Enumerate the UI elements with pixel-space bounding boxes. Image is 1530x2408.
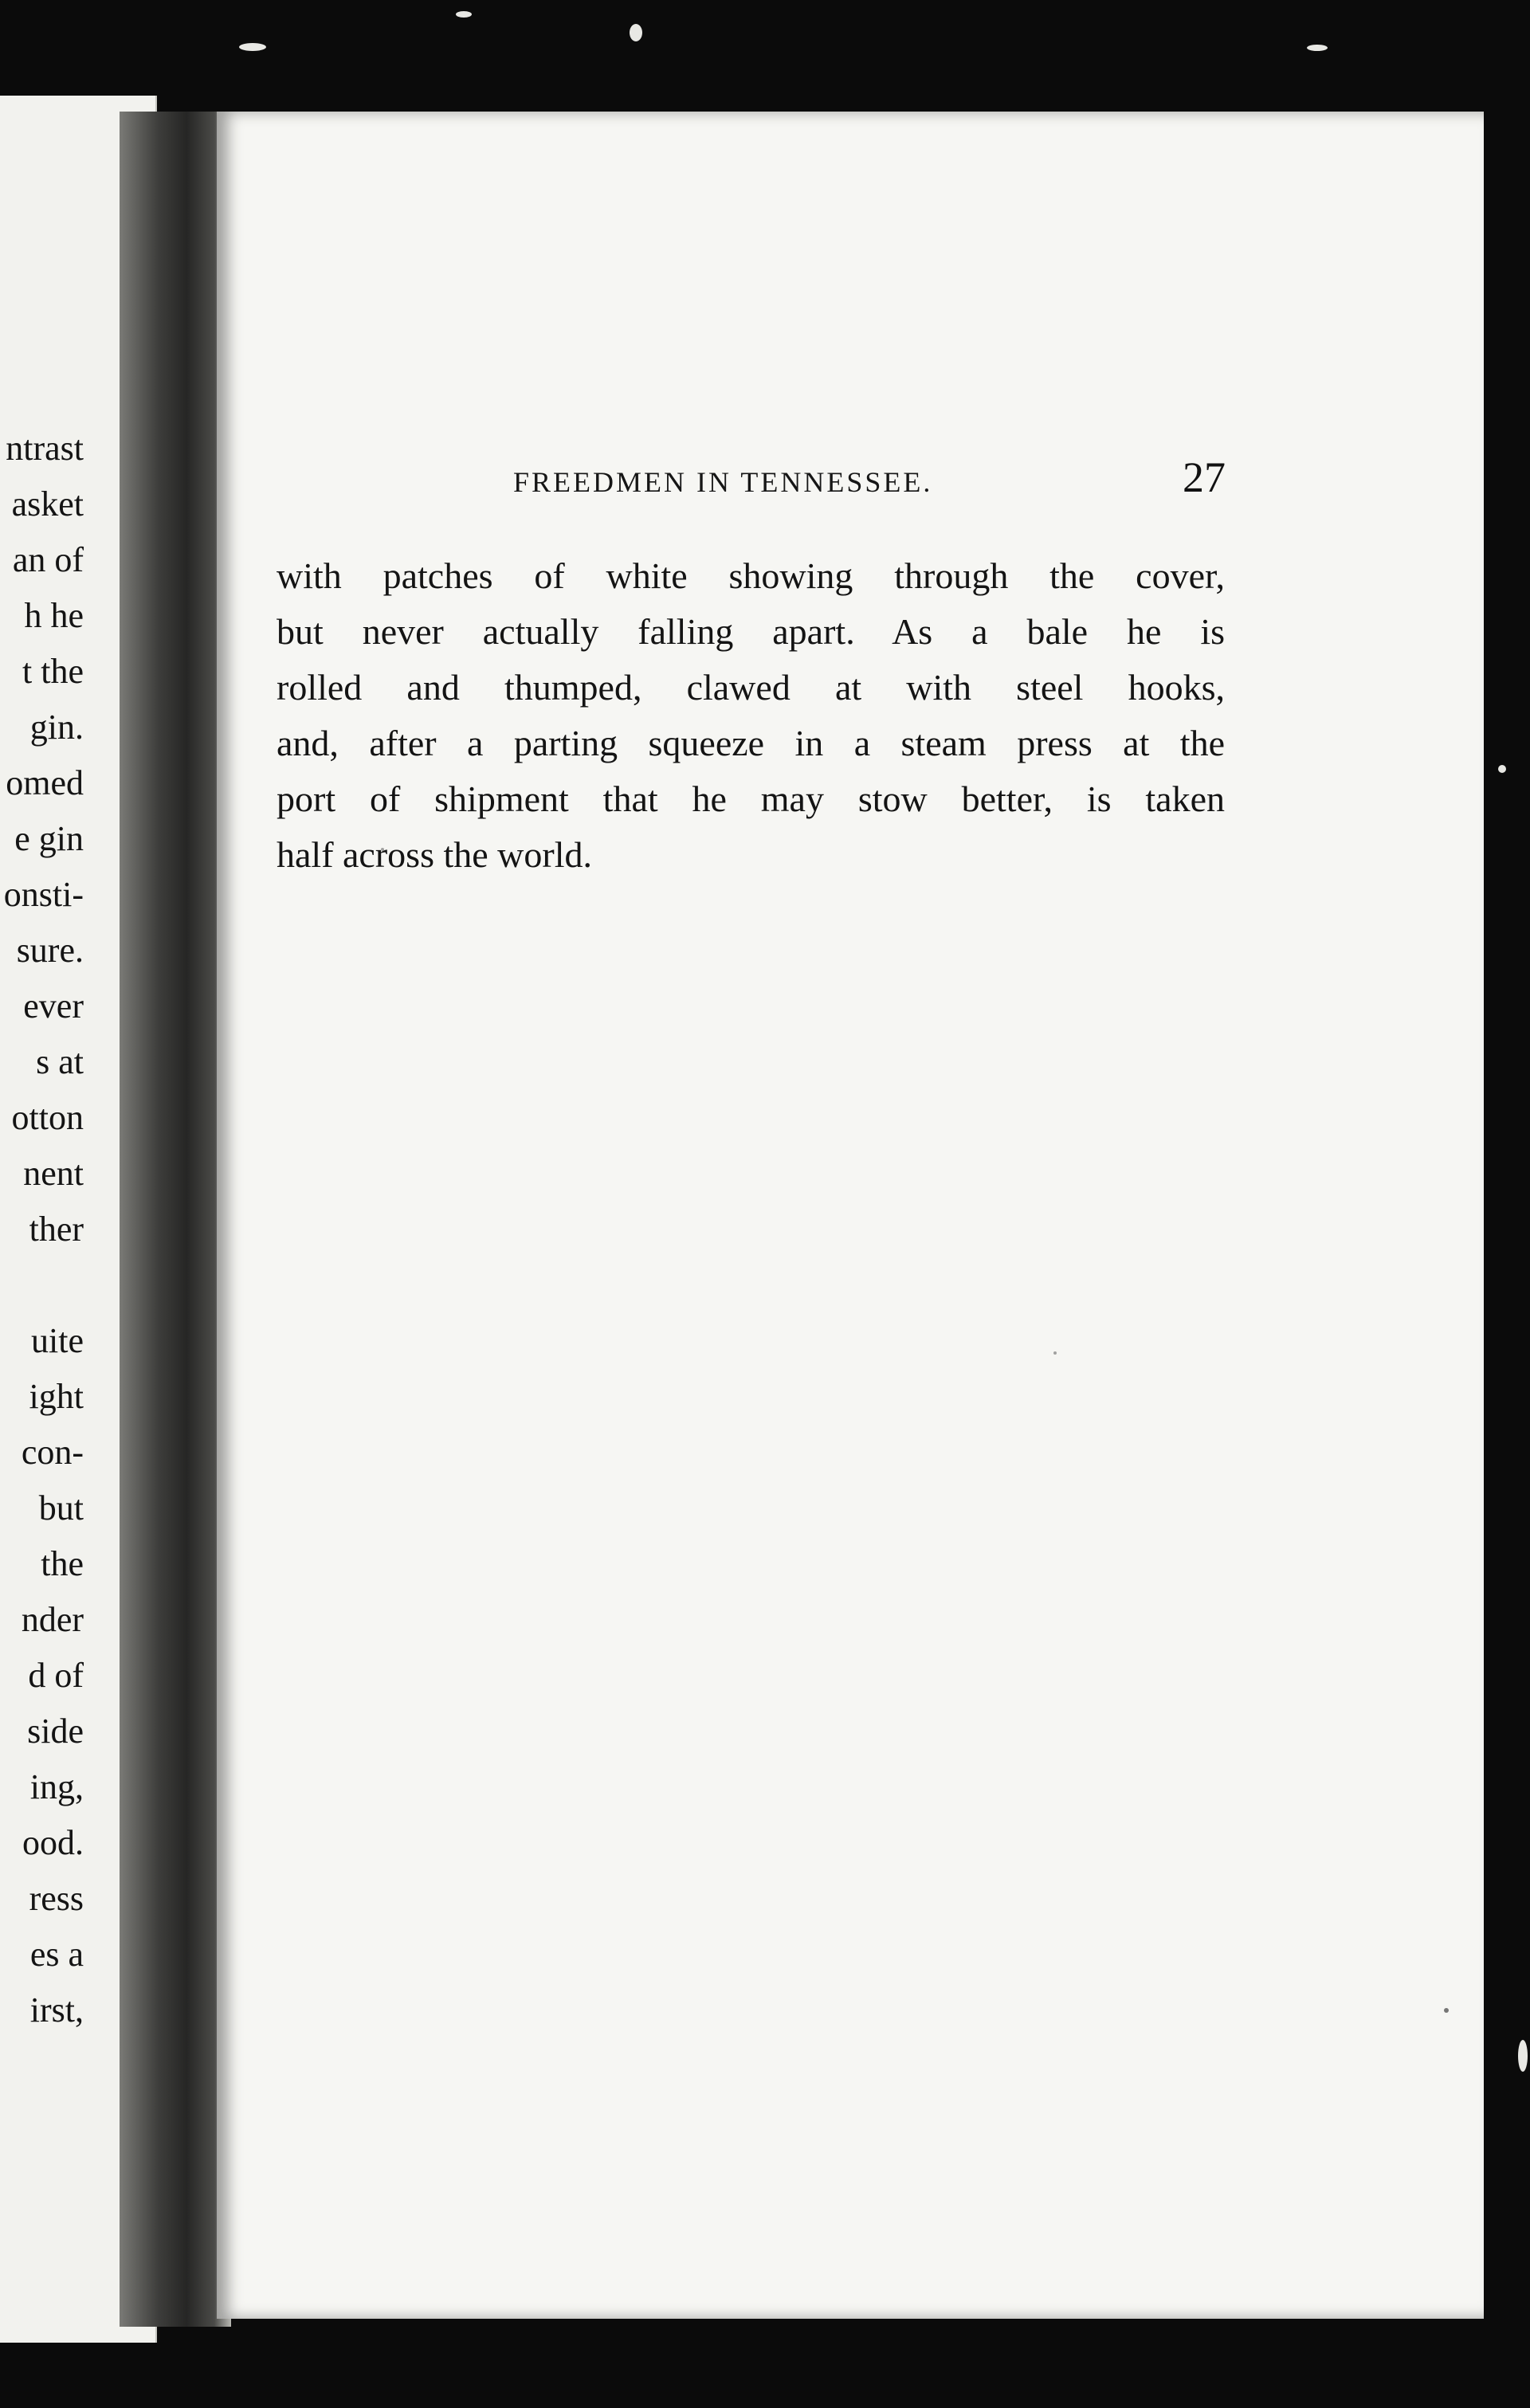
left-line: gin. — [29, 708, 84, 747]
left-line: ight — [29, 1377, 84, 1416]
binding-gutter — [120, 112, 231, 2327]
left-page-text — [0, 421, 84, 2038]
running-head — [217, 453, 1484, 510]
right-page — [217, 112, 1484, 2319]
text-line: half across the world. — [277, 834, 592, 875]
left-line: onsti- — [3, 875, 84, 914]
scan-speck — [239, 43, 266, 51]
left-line: h he — [24, 596, 84, 635]
left-line: s at — [36, 1042, 84, 1081]
left-line: the — [41, 1544, 84, 1583]
left-line: otton — [11, 1098, 84, 1137]
left-line: omed — [6, 763, 84, 802]
left-line: nent — [23, 1154, 84, 1193]
text-line: but never actually falling apart. As a bale he is — [277, 611, 1225, 652]
page-body-text — [277, 548, 1225, 883]
left-line: but — [38, 1488, 84, 1528]
text-line: port of shipment that he may stow better, is taken — [277, 778, 1225, 819]
left-line: ntrast — [6, 429, 84, 468]
running-title: FREEDMEN IN TENNESSEE. — [513, 466, 933, 498]
left-line: ever — [23, 986, 84, 1026]
left-line: nder — [21, 1600, 84, 1639]
left-line: uite — [31, 1321, 84, 1360]
scan-speck — [456, 11, 472, 18]
scan-speck — [630, 24, 642, 41]
page-speck — [381, 848, 384, 851]
scan-speck — [1307, 45, 1328, 51]
left-line: sure. — [16, 931, 84, 970]
text-line: rolled and thumped, clawed at with steel hooks, — [277, 667, 1225, 708]
left-line: ood. — [22, 1823, 84, 1862]
scan-speck — [1518, 2040, 1528, 2072]
left-line: ing, — [29, 1767, 84, 1806]
left-line: irst, — [29, 1990, 84, 2030]
page-speck — [1053, 1351, 1057, 1355]
left-line: e gin — [14, 819, 84, 858]
scan-speck — [1498, 765, 1506, 773]
left-line: an of — [12, 540, 84, 579]
left-line: d of — [28, 1656, 84, 1695]
left-line: side — [27, 1712, 84, 1751]
page-number: 27 — [1183, 453, 1226, 501]
left-line: es a — [29, 1935, 84, 1974]
left-line: t the — [22, 652, 84, 691]
left-line: ther — [29, 1210, 84, 1249]
text-line: with patches of white showing through the cover, — [277, 555, 1225, 596]
page-speck — [1444, 2008, 1449, 2013]
text-line: and, after a parting squeeze in a steam press at the — [277, 723, 1225, 763]
left-line: con- — [21, 1433, 84, 1472]
left-line-gap — [0, 1257, 84, 1313]
left-line: ress — [29, 1879, 84, 1918]
left-line: asket — [11, 484, 84, 524]
